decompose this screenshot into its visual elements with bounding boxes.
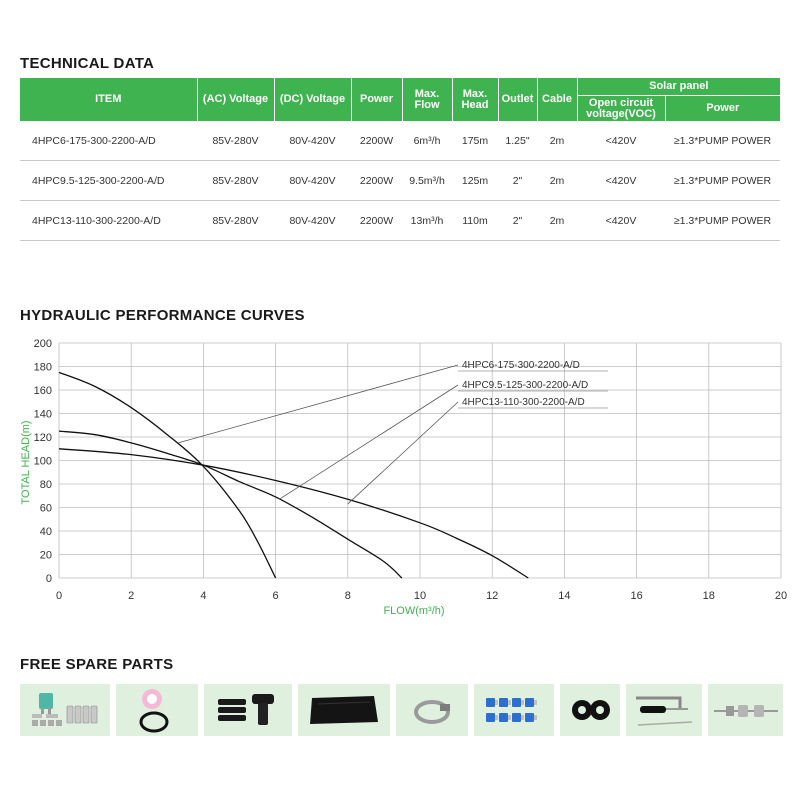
spare-part-heat-shrink bbox=[204, 684, 292, 736]
y-tick-label: 60 bbox=[39, 502, 52, 515]
cell-cable: 2m bbox=[537, 161, 577, 201]
x-tick-label: 18 bbox=[702, 590, 715, 602]
cell-power: 2200W bbox=[351, 161, 402, 201]
y-tick-label: 100 bbox=[33, 455, 52, 468]
header-open-circuit-voltage: Open circuit voltage(VOC) bbox=[577, 96, 665, 122]
x-tick-label: 14 bbox=[558, 590, 571, 602]
cell-ac-voltage: 85V-280V bbox=[197, 161, 274, 201]
x-tick-label: 0 bbox=[55, 590, 63, 602]
cell-dc-voltage: 80V-420V bbox=[274, 161, 351, 201]
header-power: Power bbox=[351, 78, 402, 121]
crimp-connectors-icon bbox=[474, 684, 554, 736]
cell-item: 4HPC6-175-300-2200-A/D bbox=[20, 121, 197, 161]
y-tick-label: 180 bbox=[33, 361, 52, 374]
cell-max-flow: 13m³/h bbox=[402, 201, 452, 241]
header-item: ITEM bbox=[20, 78, 197, 121]
cable-sleeve-icon bbox=[298, 684, 390, 736]
x-tick-label: 16 bbox=[630, 590, 643, 602]
hose-clamp-icon bbox=[396, 684, 468, 736]
spare-part-tools bbox=[626, 684, 702, 736]
y-tick-label: 120 bbox=[33, 432, 52, 444]
cell-outlet: 2" bbox=[498, 201, 537, 241]
technical-data-title: TECHNICAL DATA bbox=[20, 55, 155, 72]
cell-solar-power: ≥1.3*PUMP POWER bbox=[665, 201, 780, 241]
cell-ac-voltage: 85V-280V bbox=[197, 201, 274, 241]
y-axis-label: TOTAL HEAD(m) bbox=[20, 420, 32, 505]
x-axis-label: FLOW(m³/h) bbox=[383, 605, 445, 617]
y-tick-label: 0 bbox=[45, 573, 52, 585]
spare-part-connectors bbox=[474, 684, 554, 736]
spare-part-hose-clamp bbox=[396, 684, 468, 736]
cell-voc: <420V bbox=[577, 161, 665, 201]
y-tick-label: 20 bbox=[39, 549, 52, 562]
cell-power: 2200W bbox=[351, 201, 402, 241]
cell-solar-power: ≥1.3*PUMP POWER bbox=[665, 161, 780, 201]
header-dc-voltage: (DC) Voltage bbox=[274, 78, 351, 121]
leader-line bbox=[178, 365, 458, 443]
cell-ac-voltage: 85V-280V bbox=[197, 121, 274, 161]
series-label: 4HPC6-175-300-2200-A/D bbox=[462, 360, 580, 371]
x-tick-label: 4 bbox=[200, 590, 207, 602]
curves-title: HYDRAULIC PERFORMANCE CURVES bbox=[20, 307, 305, 324]
cell-max-flow: 6m³/h bbox=[402, 121, 452, 161]
cell-max-head: 110m bbox=[452, 201, 498, 241]
x-tick-label: 10 bbox=[413, 590, 427, 602]
float-switch-icon bbox=[708, 684, 783, 736]
spare-part-cable-sleeve bbox=[298, 684, 390, 736]
series-label: 4HPC13-110-300-2200-A/D bbox=[462, 397, 585, 408]
table-row bbox=[20, 121, 780, 161]
cell-dc-voltage: 80V-420V bbox=[274, 201, 351, 241]
header-max-flow: Max. Flow bbox=[402, 78, 452, 121]
spare-part-fuses bbox=[20, 684, 110, 736]
header-solar-power: Power bbox=[665, 96, 780, 122]
cell-power: 2200W bbox=[351, 121, 402, 161]
tools-icon bbox=[626, 684, 702, 736]
header-max-head: Max. Head bbox=[452, 78, 498, 121]
performance-chart bbox=[0, 330, 800, 620]
cell-max-head: 125m bbox=[452, 161, 498, 201]
y-tick-label: 200 bbox=[33, 338, 52, 350]
x-tick-label: 6 bbox=[272, 590, 279, 602]
cell-solar-power: ≥1.3*PUMP POWER bbox=[665, 121, 780, 161]
series-line-6 bbox=[59, 372, 276, 578]
y-tick-label: 80 bbox=[39, 479, 52, 491]
table-row bbox=[20, 161, 780, 201]
series-line-13 bbox=[59, 449, 528, 578]
x-tick-label: 8 bbox=[344, 590, 351, 602]
leader-line bbox=[348, 402, 458, 504]
cell-item: 4HPC9.5-125-300-2200-A/D bbox=[20, 161, 197, 201]
spare-part-seal-tape bbox=[116, 684, 198, 736]
fuse-kit-icon bbox=[20, 684, 110, 736]
y-tick-label: 160 bbox=[33, 385, 52, 397]
x-tick-label: 20 bbox=[774, 590, 788, 602]
x-tick-label: 12 bbox=[486, 590, 499, 602]
insulation-tape-icon bbox=[560, 684, 620, 736]
spare-part-float-switch bbox=[708, 684, 783, 736]
header-outlet: Outlet bbox=[498, 78, 537, 121]
cell-item: 4HPC13-110-300-2200-A/D bbox=[20, 201, 197, 241]
cell-outlet: 2" bbox=[498, 161, 537, 201]
series-label: 4HPC9.5-125-300-2200-A/D bbox=[462, 380, 589, 391]
spare-part-tapes bbox=[560, 684, 620, 736]
x-tick-label: 2 bbox=[128, 590, 135, 602]
header-ac-voltage: (AC) Voltage bbox=[197, 78, 274, 121]
cell-cable: 2m bbox=[537, 201, 577, 241]
cell-max-flow: 9.5m³/h bbox=[402, 161, 452, 201]
cell-voc: <420V bbox=[577, 121, 665, 161]
cell-outlet: 1.25" bbox=[498, 121, 537, 161]
heat-shrink-icon bbox=[204, 684, 292, 736]
technical-data-table bbox=[20, 78, 780, 241]
table-row bbox=[20, 201, 780, 241]
cell-voc: <420V bbox=[577, 201, 665, 241]
spare-parts-title: FREE SPARE PARTS bbox=[20, 656, 174, 673]
y-tick-label: 40 bbox=[39, 526, 52, 538]
header-solar-panel: Solar panel bbox=[577, 78, 780, 96]
leader-line bbox=[279, 385, 458, 499]
cell-max-head: 175m bbox=[452, 121, 498, 161]
cell-dc-voltage: 80V-420V bbox=[274, 121, 351, 161]
header-cable: Cable bbox=[537, 78, 577, 121]
spare-parts-strip bbox=[20, 684, 783, 736]
cell-cable: 2m bbox=[537, 121, 577, 161]
y-tick-label: 140 bbox=[33, 408, 52, 421]
seal-tape-icon bbox=[116, 684, 198, 736]
